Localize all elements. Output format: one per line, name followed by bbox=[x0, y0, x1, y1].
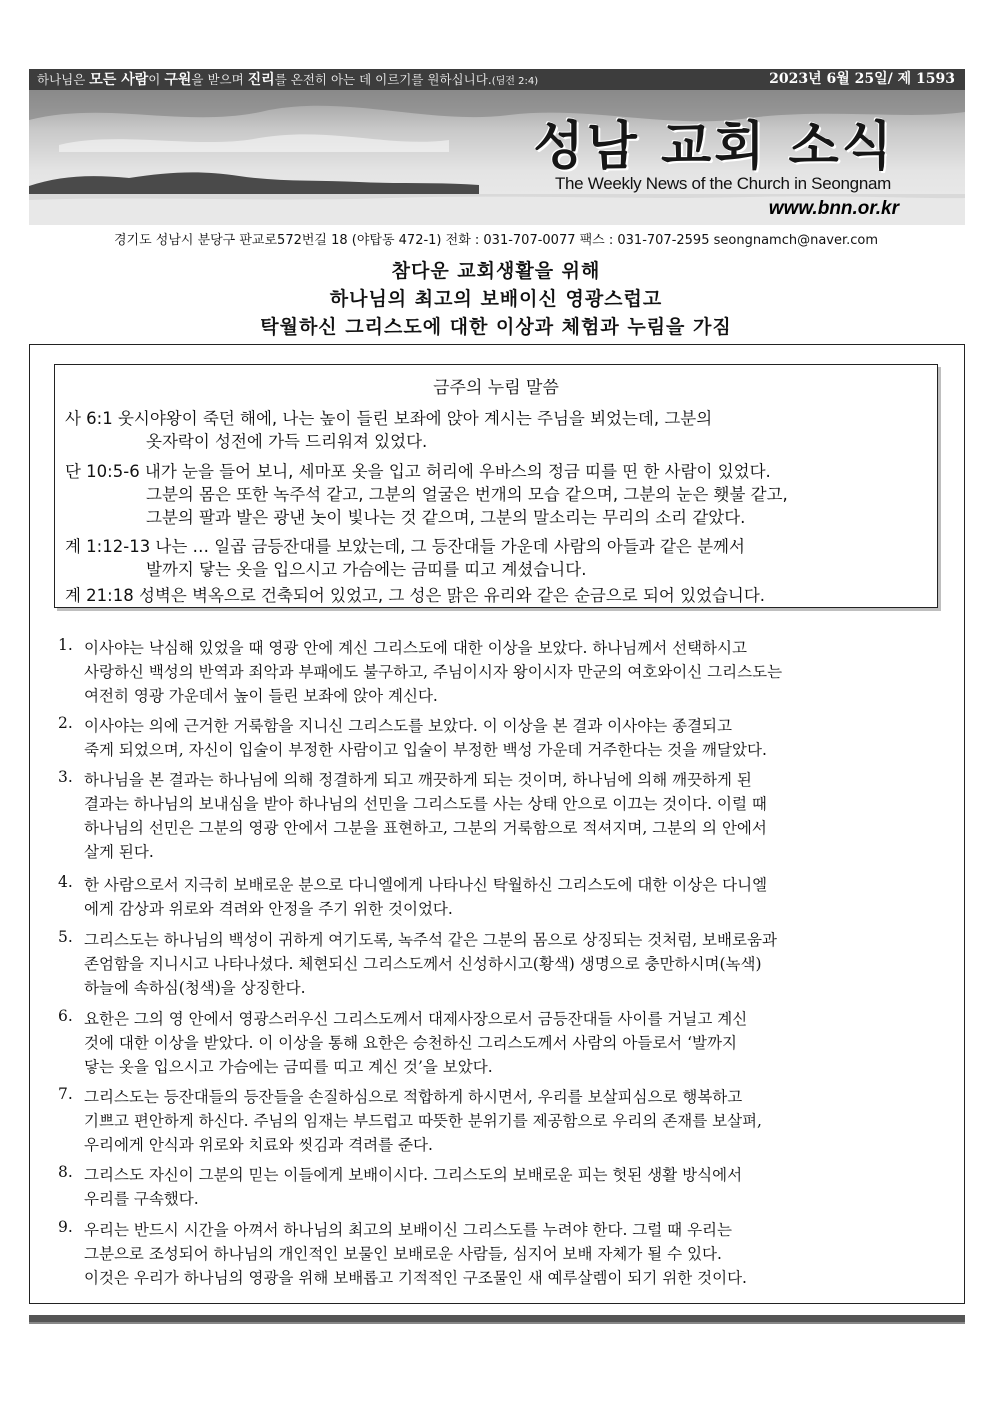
item-line: 에게 감상과 위로와 격려와 안정을 주기 위한 것이었다. bbox=[84, 900, 453, 918]
item-line: 죽게 되었으며, 자신이 입술이 부정한 사람이고 입술이 부정한 백성 가운데 거주한다는 것을 깨달았다. bbox=[84, 741, 767, 759]
item-number: 6. bbox=[58, 1007, 73, 1025]
item-line: 우리에게 안식과 위로와 치료와 씻김과 격려를 준다. bbox=[84, 1136, 433, 1154]
verse-emphasis: 진리 bbox=[247, 72, 275, 88]
item-line: 것에 대한 이상을 받았다. 이 이상을 통해 요한은 승천하신 그리스도께서 사람의 아들로서 ‘발까지 bbox=[84, 1034, 737, 1052]
item-number: 9. bbox=[58, 1218, 73, 1236]
footer-divider bbox=[29, 1315, 965, 1324]
item-line: 우리를 구속했다. bbox=[84, 1190, 199, 1208]
item-line: 우리는 반드시 시간을 아껴서 하나님의 최고의 보배이신 그리스도를 누려야 한다. 그럴 때 우리는 bbox=[84, 1221, 733, 1239]
item-line: 그리스도는 하나님의 백성이 귀하게 여기도록, 녹주석 같은 그분의 몸으로 상징되는 것처럼, 보배로움과 bbox=[84, 931, 777, 949]
weekly-verses-box bbox=[54, 364, 938, 608]
item-line: 사랑하신 백성의 반역과 죄악과 부패에도 불구하고, 주님이시자 왕이시자 만군의 여호와이신 그리스도는 bbox=[84, 663, 783, 681]
item-number: 7. bbox=[58, 1085, 73, 1103]
item-line: 그분으로 조성되어 하나님의 개인적인 보물인 보배로운 사람들, 심지어 보배 자체가 될 수 있다. bbox=[84, 1245, 722, 1263]
header-verse-bar bbox=[29, 69, 965, 90]
item-line: 기쁘고 편안하게 하신다. 주님의 임재는 부드럽고 따뜻한 분위기를 제공함으로 우리의 존재를 보살펴, bbox=[84, 1112, 762, 1130]
verse-reference: (딤전 2:4) bbox=[491, 76, 539, 87]
item-line: 하나님의 선민은 그분의 영광 안에서 그분을 표현하고, 그분의 거룩함으로 적셔지며, 그분의 의 안에서 bbox=[84, 819, 767, 837]
item-line: 이사야는 낙심해 있었을 때 영광 안에 계신 그리스도에 대한 이상을 보았다. 하나님께서 선택하시고 bbox=[84, 639, 747, 657]
verse-line: 단 10:5-6 내가 눈을 들어 보니, 세마포 옷을 입고 허리에 우바스의 정금 띠를 띤 한 사람이 있었다. bbox=[65, 462, 771, 481]
item-line: 한 사람으로서 지극히 보배로운 분으로 다니엘에게 나타나신 탁월하신 그리스도에 대한 이상은 다니엘 bbox=[84, 876, 768, 894]
verse-text: 을 받으며 bbox=[191, 72, 248, 87]
verse-line: 발까지 닿는 옷을 입으시고 가슴에는 금띠를 띠고 계셨습니다. bbox=[146, 560, 587, 579]
item-number: 3. bbox=[58, 768, 73, 786]
verse-text: 이 bbox=[148, 72, 165, 87]
verse-line: 그분의 팔과 발은 광낸 놋이 빛나는 것 같으며, 그분의 말소리는 무리의 소리 같았다. bbox=[146, 508, 746, 527]
item-number: 5. bbox=[58, 928, 73, 946]
item-line: 그리스도 자신이 그분의 믿는 이들에게 보배이시다. 그리스도의 보배로운 피는 헛된 생활 방식에서 bbox=[84, 1166, 743, 1184]
item-line: 요한은 그의 영 안에서 영광스러우신 그리스도께서 대제사장으로서 금등잔대들 사이를 거닐고 계신 bbox=[84, 1010, 748, 1028]
newsletter-title: 성남 교회 소식 bbox=[533, 117, 895, 177]
masthead-banner bbox=[29, 90, 965, 225]
verse-text: 하나님은 bbox=[37, 72, 90, 87]
headline-line-3: 탁월하신 그리스도에 대한 이상과 체험과 누림을 가짐 bbox=[260, 316, 732, 338]
item-line: 결과는 하나님의 보내심을 받아 하나님의 선민을 그리스도를 사는 상태 안으로 이끄는 것이다. 이럴 때 bbox=[84, 795, 767, 813]
item-line: 존엄함을 지니시고 나타나셨다. 체현되신 그리스도께서 신성하시고(황색) 생명으로 충만하시며(녹색) bbox=[84, 955, 762, 973]
item-line: 닿는 옷을 입으시고 가슴에는 금띠를 띠고 계신 것’을 보았다. bbox=[84, 1058, 493, 1076]
verse-emphasis: 모든 사람 bbox=[89, 72, 149, 88]
item-number: 1. bbox=[58, 636, 73, 654]
verse-emphasis: 구원 bbox=[164, 72, 192, 88]
headline-line-2: 하나님의 최고의 보배이신 영광스럽고 bbox=[329, 288, 663, 310]
issue-date: 2023년 6월 25일/ 제 1593 bbox=[769, 71, 955, 87]
verse-text: 를 온전히 아는 데 이르기를 원하십니다. bbox=[274, 72, 492, 87]
verse-line: 옷자락이 성전에 가득 드리워져 있었다. bbox=[146, 432, 428, 451]
item-line: 하늘에 속하심(청색)을 상징한다. bbox=[84, 979, 306, 997]
headline-line-1: 참다운 교회생활을 위해 bbox=[391, 260, 601, 282]
verse-line: 그분의 몸은 또한 녹주석 같고, 그분의 얼굴은 번개의 모습 같으며, 그분의 눈은 횃불 같고, bbox=[146, 485, 788, 504]
item-number: 2. bbox=[58, 714, 73, 732]
church-address: 경기도 성남시 분당구 판교로572번길 18 (야탑동 472-1) 전화 : 031-707-0077 팩스 : 031-707-2595 seongnamch@naver.com bbox=[113, 233, 879, 248]
website-link[interactable]: www.bnn.or.kr bbox=[768, 198, 899, 219]
item-line: 이것은 우리가 하나님의 영광을 위해 보배롭고 기적적인 구조물인 새 예루살렘이 되기 위한 것이다. bbox=[84, 1269, 747, 1287]
item-line: 하나님을 본 결과는 하나님에 의해 정결하게 되고 깨끗하게 되는 것이며, 하나님에 의해 깨끗하게 된 bbox=[84, 771, 752, 789]
item-number: 8. bbox=[58, 1163, 73, 1181]
item-line: 그리스도는 등잔대들의 등잔들을 손질하심으로 적합하게 하시면서, 우리를 보살피심으로 행복하고 bbox=[84, 1088, 743, 1106]
verse-line: 계 21:18 성벽은 벽옥으로 건축되어 있었고, 그 성은 맑은 유리와 같은 순금으로 되어 있었습니다. bbox=[65, 586, 766, 605]
header-verse bbox=[37, 69, 538, 92]
item-line: 살게 된다. bbox=[84, 843, 154, 861]
item-line: 이사야는 의에 근거한 거룩함을 지니신 그리스도를 보았다. 이 이상을 본 결과 이사야는 종결되고 bbox=[84, 717, 733, 735]
item-number: 4. bbox=[58, 873, 73, 891]
item-line: 여전히 영광 가운데서 높이 들린 보좌에 앉아 계신다. bbox=[84, 687, 438, 705]
verses-title: 금주의 누림 말씀 bbox=[433, 378, 559, 398]
verse-line: 사 6:1 웃시야왕이 죽던 해에, 나는 높이 들린 보좌에 앉아 계시는 주님을 뵈었는데, 그분의 bbox=[65, 409, 713, 428]
newsletter-subtitle: The Weekly News of the Church in Seongnam bbox=[554, 174, 891, 193]
verse-line: 계 1:12-13 나는 … 일곱 금등잔대를 보았는데, 그 등잔대들 가운데 사람의 아들과 같은 분께서 bbox=[65, 537, 745, 556]
